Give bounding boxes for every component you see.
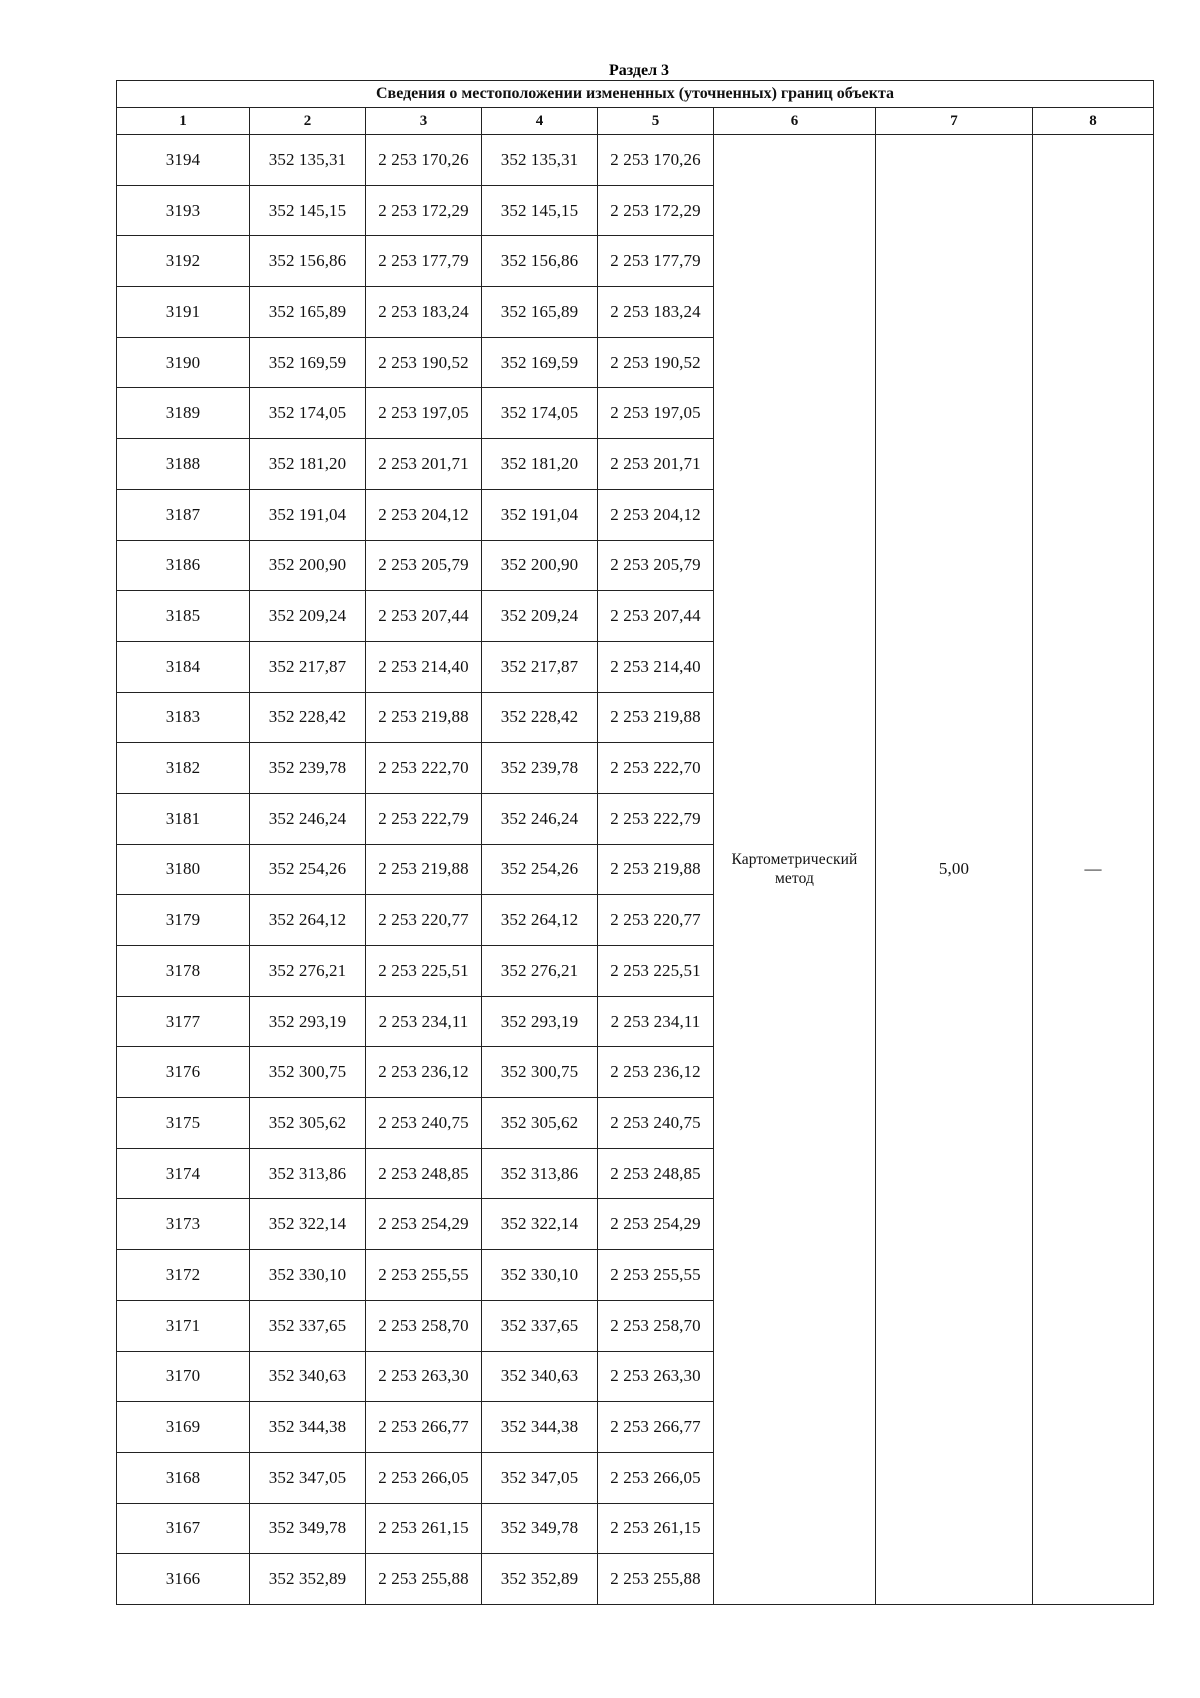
y-new-cell: 2 253 248,85 — [598, 1148, 714, 1199]
column-number: 5 — [598, 108, 714, 135]
y-new-cell: 2 253 255,55 — [598, 1250, 714, 1301]
point-number-cell: 3183 — [117, 692, 250, 743]
method-cell — [714, 135, 876, 1605]
point-number-cell: 3171 — [117, 1300, 250, 1351]
x-new-cell: 352 293,19 — [482, 996, 598, 1047]
point-number-cell: 3168 — [117, 1452, 250, 1503]
point-number-cell: 3179 — [117, 895, 250, 946]
x-new-cell: 352 217,87 — [482, 641, 598, 692]
y-new-cell: 2 253 258,70 — [598, 1300, 714, 1351]
x-existing-cell: 352 254,26 — [250, 844, 366, 895]
point-number-cell: 3174 — [117, 1148, 250, 1199]
point-number-cell: 3169 — [117, 1402, 250, 1453]
point-number-cell: 3177 — [117, 996, 250, 1047]
y-existing-cell: 2 253 219,88 — [366, 692, 482, 743]
point-number-cell: 3167 — [117, 1503, 250, 1554]
y-existing-cell: 2 253 258,70 — [366, 1300, 482, 1351]
table-row — [117, 135, 1154, 186]
y-existing-cell: 2 253 222,79 — [366, 793, 482, 844]
x-existing-cell: 352 300,75 — [250, 1047, 366, 1098]
y-existing-cell: 2 253 263,30 — [366, 1351, 482, 1402]
y-new-cell: 2 253 190,52 — [598, 337, 714, 388]
column-number: 1 — [117, 108, 250, 135]
y-new-cell: 2 253 201,71 — [598, 439, 714, 490]
section-label: Раздел 3 — [608, 62, 670, 79]
x-existing-cell: 352 337,65 — [250, 1300, 366, 1351]
x-existing-cell: 352 340,63 — [250, 1351, 366, 1402]
y-existing-cell: 2 253 204,12 — [366, 489, 482, 540]
x-existing-cell: 352 200,90 — [250, 540, 366, 591]
point-number-cell: 3181 — [117, 793, 250, 844]
y-existing-cell: 2 253 205,79 — [366, 540, 482, 591]
x-existing-cell: 352 344,38 — [250, 1402, 366, 1453]
x-new-cell: 352 228,42 — [482, 692, 598, 743]
y-new-cell: 2 253 263,30 — [598, 1351, 714, 1402]
x-existing-cell: 352 264,12 — [250, 895, 366, 946]
y-new-cell: 2 253 222,79 — [598, 793, 714, 844]
x-new-cell: 352 181,20 — [482, 439, 598, 490]
y-existing-cell: 2 253 177,79 — [366, 236, 482, 287]
x-new-cell: 352 337,65 — [482, 1300, 598, 1351]
point-number-cell: 3178 — [117, 946, 250, 997]
y-existing-cell: 2 253 266,77 — [366, 1402, 482, 1453]
y-existing-cell: 2 253 240,75 — [366, 1098, 482, 1149]
description-cell: — — [1033, 135, 1154, 1605]
x-existing-cell: 352 313,86 — [250, 1148, 366, 1199]
y-new-cell: 2 253 183,24 — [598, 287, 714, 338]
x-new-cell: 352 276,21 — [482, 946, 598, 997]
x-existing-cell: 352 217,87 — [250, 641, 366, 692]
point-number-cell: 3194 — [117, 135, 250, 186]
y-new-cell: 2 253 219,88 — [598, 692, 714, 743]
x-existing-cell: 352 347,05 — [250, 1452, 366, 1503]
point-number-cell: 3187 — [117, 489, 250, 540]
y-existing-cell: 2 253 219,88 — [366, 844, 482, 895]
x-existing-cell: 352 135,31 — [250, 135, 366, 186]
table-body — [117, 135, 1154, 1605]
column-number: 3 — [366, 108, 482, 135]
x-new-cell: 352 246,24 — [482, 793, 598, 844]
x-new-cell: 352 174,05 — [482, 388, 598, 439]
boundary-coordinates-table — [116, 80, 1154, 1605]
x-new-cell: 352 254,26 — [482, 844, 598, 895]
x-existing-cell: 352 228,42 — [250, 692, 366, 743]
method-text: Картометрический метод — [731, 851, 858, 888]
y-existing-cell: 2 253 222,70 — [366, 743, 482, 794]
y-existing-cell: 2 253 255,55 — [366, 1250, 482, 1301]
x-new-cell: 352 209,24 — [482, 591, 598, 642]
accuracy-cell: 5,00 — [876, 135, 1033, 1605]
x-existing-cell: 352 169,59 — [250, 337, 366, 388]
x-existing-cell: 352 239,78 — [250, 743, 366, 794]
point-number-cell: 3176 — [117, 1047, 250, 1098]
y-existing-cell: 2 253 236,12 — [366, 1047, 482, 1098]
y-new-cell: 2 253 234,11 — [598, 996, 714, 1047]
column-number: 2 — [250, 108, 366, 135]
x-new-cell: 352 352,89 — [482, 1554, 598, 1605]
x-new-cell: 352 340,63 — [482, 1351, 598, 1402]
y-new-cell: 2 253 236,12 — [598, 1047, 714, 1098]
x-existing-cell: 352 349,78 — [250, 1503, 366, 1554]
x-existing-cell: 352 246,24 — [250, 793, 366, 844]
point-number-cell: 3166 — [117, 1554, 250, 1605]
point-number-cell: 3173 — [117, 1199, 250, 1250]
y-new-cell: 2 253 177,79 — [598, 236, 714, 287]
x-new-cell: 352 330,10 — [482, 1250, 598, 1301]
point-number-cell: 3188 — [117, 439, 250, 490]
x-existing-cell: 352 305,62 — [250, 1098, 366, 1149]
x-existing-cell: 352 322,14 — [250, 1199, 366, 1250]
x-new-cell: 352 169,59 — [482, 337, 598, 388]
y-existing-cell: 2 253 170,26 — [366, 135, 482, 186]
y-new-cell: 2 253 214,40 — [598, 641, 714, 692]
column-number: 6 — [714, 108, 876, 135]
x-existing-cell: 352 293,19 — [250, 996, 366, 1047]
y-existing-cell: 2 253 201,71 — [366, 439, 482, 490]
point-number-cell: 3182 — [117, 743, 250, 794]
y-new-cell: 2 253 255,88 — [598, 1554, 714, 1605]
y-existing-cell: 2 253 234,11 — [366, 996, 482, 1047]
point-number-cell: 3189 — [117, 388, 250, 439]
column-number: 7 — [876, 108, 1033, 135]
y-new-cell: 2 253 204,12 — [598, 489, 714, 540]
x-new-cell: 352 347,05 — [482, 1452, 598, 1503]
y-new-cell: 2 253 207,44 — [598, 591, 714, 642]
y-existing-cell: 2 253 248,85 — [366, 1148, 482, 1199]
y-existing-cell: 2 253 261,15 — [366, 1503, 482, 1554]
x-new-cell: 352 313,86 — [482, 1148, 598, 1199]
x-new-cell: 352 300,75 — [482, 1047, 598, 1098]
y-existing-cell: 2 253 255,88 — [366, 1554, 482, 1605]
y-new-cell: 2 253 219,88 — [598, 844, 714, 895]
x-existing-cell: 352 276,21 — [250, 946, 366, 997]
point-number-cell: 3170 — [117, 1351, 250, 1402]
x-new-cell: 352 264,12 — [482, 895, 598, 946]
y-new-cell: 2 253 261,15 — [598, 1503, 714, 1554]
y-existing-cell: 2 253 225,51 — [366, 946, 482, 997]
point-number-cell: 3193 — [117, 185, 250, 236]
x-existing-cell: 352 165,89 — [250, 287, 366, 338]
y-existing-cell: 2 253 197,05 — [366, 388, 482, 439]
point-number-cell: 3192 — [117, 236, 250, 287]
x-new-cell: 352 135,31 — [482, 135, 598, 186]
x-new-cell: 352 349,78 — [482, 1503, 598, 1554]
y-new-cell: 2 253 220,77 — [598, 895, 714, 946]
point-number-cell: 3185 — [117, 591, 250, 642]
x-existing-cell: 352 181,20 — [250, 439, 366, 490]
column-number: 4 — [482, 108, 598, 135]
y-new-cell: 2 253 205,79 — [598, 540, 714, 591]
point-number-cell: 3180 — [117, 844, 250, 895]
y-existing-cell: 2 253 207,44 — [366, 591, 482, 642]
point-number-cell: 3186 — [117, 540, 250, 591]
x-existing-cell: 352 209,24 — [250, 591, 366, 642]
x-new-cell: 352 156,86 — [482, 236, 598, 287]
y-new-cell: 2 253 240,75 — [598, 1098, 714, 1149]
x-new-cell: 352 145,15 — [482, 185, 598, 236]
point-number-cell: 3191 — [117, 287, 250, 338]
x-new-cell: 352 322,14 — [482, 1199, 598, 1250]
point-number-cell: 3184 — [117, 641, 250, 692]
y-existing-cell: 2 253 190,52 — [366, 337, 482, 388]
y-new-cell: 2 253 197,05 — [598, 388, 714, 439]
x-existing-cell: 352 156,86 — [250, 236, 366, 287]
x-existing-cell: 352 174,05 — [250, 388, 366, 439]
y-existing-cell: 2 253 214,40 — [366, 641, 482, 692]
x-existing-cell: 352 191,04 — [250, 489, 366, 540]
y-existing-cell: 2 253 220,77 — [366, 895, 482, 946]
x-existing-cell: 352 145,15 — [250, 185, 366, 236]
point-number-cell: 3190 — [117, 337, 250, 388]
y-new-cell: 2 253 266,77 — [598, 1402, 714, 1453]
y-new-cell: 2 253 266,05 — [598, 1452, 714, 1503]
x-new-cell: 352 344,38 — [482, 1402, 598, 1453]
point-number-cell: 3172 — [117, 1250, 250, 1301]
table-title: Сведения о местоположении измененных (уточненных) границ объекта — [117, 81, 1154, 108]
x-new-cell: 352 165,89 — [482, 287, 598, 338]
y-new-cell: 2 253 225,51 — [598, 946, 714, 997]
y-new-cell: 2 253 222,70 — [598, 743, 714, 794]
x-new-cell: 352 239,78 — [482, 743, 598, 794]
x-existing-cell: 352 352,89 — [250, 1554, 366, 1605]
y-new-cell: 2 253 254,29 — [598, 1199, 714, 1250]
point-number-cell: 3175 — [117, 1098, 250, 1149]
column-number: 8 — [1033, 108, 1154, 135]
y-existing-cell: 2 253 266,05 — [366, 1452, 482, 1503]
x-new-cell: 352 191,04 — [482, 489, 598, 540]
x-new-cell: 352 200,90 — [482, 540, 598, 591]
y-new-cell: 2 253 172,29 — [598, 185, 714, 236]
y-existing-cell: 2 253 183,24 — [366, 287, 482, 338]
x-existing-cell: 352 330,10 — [250, 1250, 366, 1301]
y-new-cell: 2 253 170,26 — [598, 135, 714, 186]
y-existing-cell: 2 253 254,29 — [366, 1199, 482, 1250]
y-existing-cell: 2 253 172,29 — [366, 185, 482, 236]
x-new-cell: 352 305,62 — [482, 1098, 598, 1149]
